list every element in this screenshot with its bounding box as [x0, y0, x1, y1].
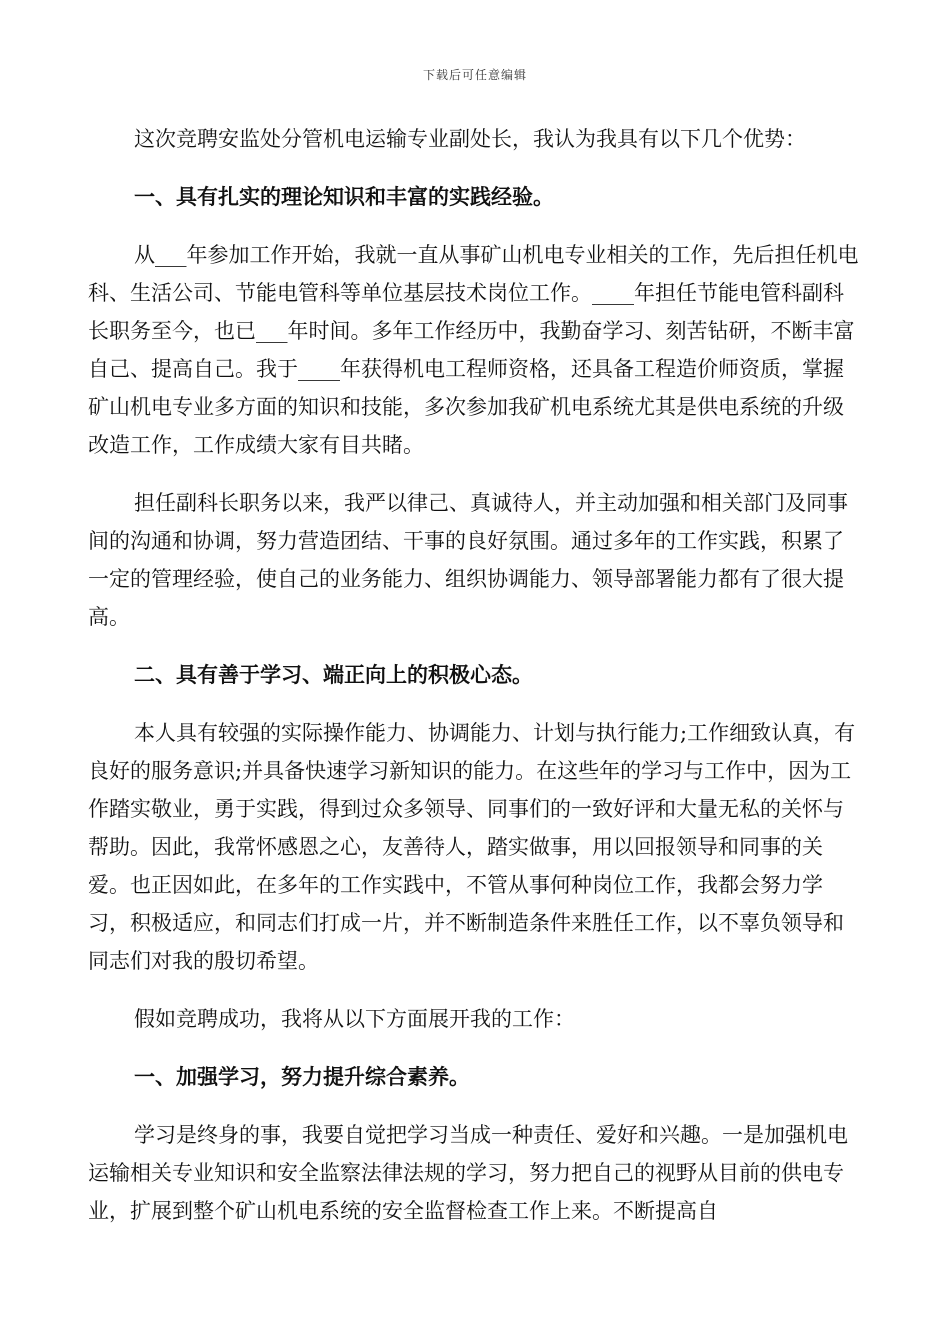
intro-paragraph: 这次竞聘安监处分管机电运输专业副处长，我认为我具有以下几个优势： — [134, 127, 806, 151]
transition-paragraph: 假如竞聘成功，我将从以下方面展开我的工作： — [134, 1007, 575, 1031]
body-paragraph-3: 本人具有较强的实际操作能力、协调能力、计划与执行能力;工作细致认真，有良好的服务意识;并具备快速学习新知识的能力。在这些年的学习与工作中，因为工作踏实敬业，勇于实践，得到过众多领导、同事们的一致好评和大量无私的关怀与帮助。因此，我常怀感恩之心，友善待人，踏实做事，用以回报领导和同事的关爱。也正因如此，在多年的工作实践中，不管从事何种岗位工作，我都会努力学习，积极适应，和同志们打成一片，并不断制造条件来胜任工作，以不辜负领导和同志们对我的殷切希望。 — [88, 721, 856, 973]
section-heading-3: 一、加强学习，努力提升综合素养。 — [134, 1064, 470, 1089]
body-paragraph-1: 从___年参加工作开始，我就一直从事矿山机电专业相关的工作，先后担任机电科、生活公司、节能电管科等单位基层技术岗位工作。____年担任节能电管科副科长职务至今，也已___年时间。多年工作经历中，我勤奋学习、刻苦钻研，不断丰富自己、提高自己。我于____年获得机电工程师资格，还具备工程造价师资质，掌握矿山机电专业多方面的知识和技能，多次参加我矿机电系统尤其是供电系统的升级改造工作，工作成绩大家有目共睹。 — [88, 243, 859, 457]
header-note: 下载后可任意编辑 — [422, 68, 527, 82]
section-heading-1: 一、具有扎实的理论知识和丰富的实践经验。 — [134, 184, 554, 209]
section-heading-2: 二、具有善于学习、端正向上的积极心态。 — [134, 662, 533, 687]
body-paragraph-2: 担任副科长职务以来，我严以律己、真诚待人，并主动加强和相关部门及同事间的沟通和协调，努力营造团结、干事的良好氛围。通过多年的工作实践，积累了一定的管理经验，使自己的业务能力、组织协调能力、领导部署能力都有了很大提高。 — [88, 491, 848, 629]
document-body — [88, 120, 863, 1250]
body-paragraph-4: 学习是终身的事，我要自觉把学习当成一种责任、爱好和兴趣。一是加强机电运输相关专业知识和安全监察法律法规的学习，努力把自己的视野从目前的供电专业，扩展到整个矿山机电系统的安全监督检查工作上来。不断提高自 — [88, 1123, 848, 1223]
